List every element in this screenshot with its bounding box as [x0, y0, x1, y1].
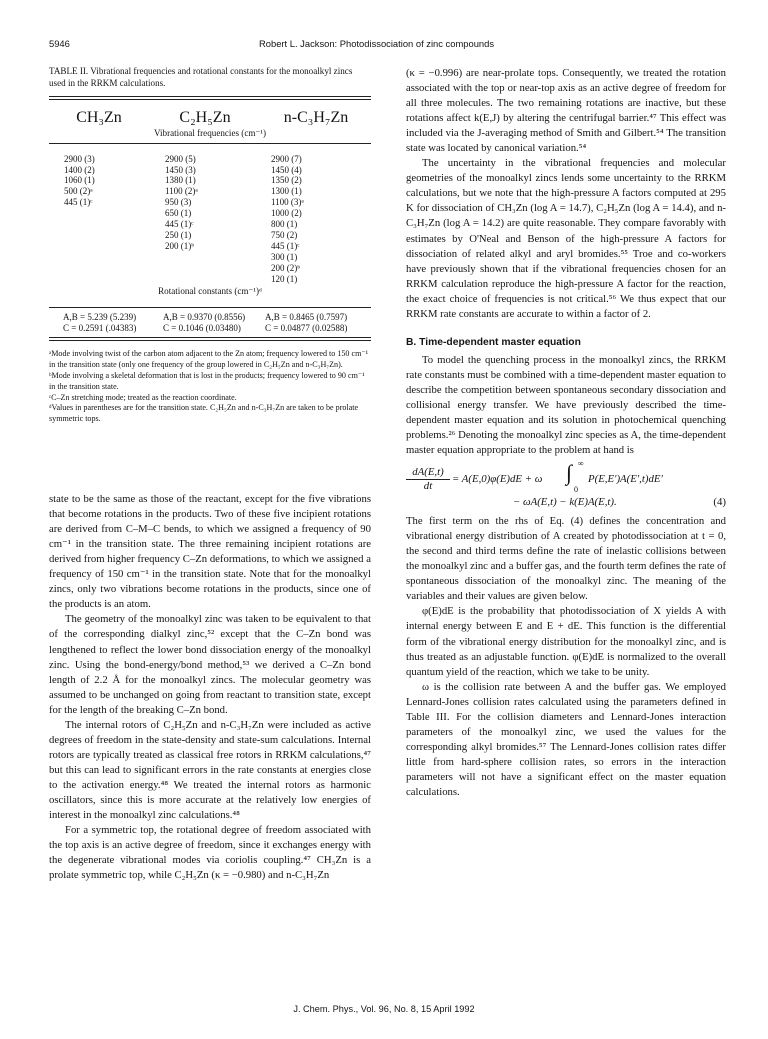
vib-cell: 1060 (1) [64, 175, 95, 186]
vib-cell: 1000 (2) [271, 208, 302, 219]
equation-rhs-1: = A(E,0)φ(E)dE + ω [452, 473, 543, 486]
paragraph: ω is the collision rate between A and the buffer gas. We employed Lennard-Jones collision rates calculated using the parameters defined in Table III. For the collision diameters and Lennard-Jones interaction parameters of the monoalkyl zinc, we used the values for the corresponding alkyl bromides.⁵⁷ The Lennard-Jones collision rates differ little from hard-sphere collision rates, so errors in the interaction parameters will not have a significant effect on the master equation calculations. [406, 680, 726, 798]
vib-cell: 2900 (5) [165, 153, 196, 164]
paragraph: (κ = −0.996) are near-prolate tops. Consequently, we treated the rotation associated with the top or near-top axis as an active degree of freedom for all three molecules. The two remaining rotations are inactive, but these rotations affect k(E,J) by altering the centrifugal barrier.⁴⁷ This effect was included via the J-averaging method of Smith and Gilbert.⁵⁴ The transition state was located by canonical variation.⁵⁴ [406, 67, 726, 155]
rot-cell: A,B = 0.9370 (0.8556) [163, 312, 246, 323]
vib-cell: 300 (1) [271, 251, 298, 262]
vib-cell: 445 (1)ᶜ [64, 197, 93, 208]
section-title: B. Time-dependent master equation [406, 336, 581, 348]
vib-col-ch3zn [49, 154, 149, 285]
vib-cell: 200 (1)ᵇ [165, 240, 195, 251]
table-caption: TABLE II. Vibrational frequencies and rotational constants for the monoalkyl zincs used in the RRKM calculations. [49, 66, 353, 88]
vib-cell: 200 (2)ᵇ [271, 262, 301, 273]
vib-cell: 950 (3) [165, 197, 192, 208]
vib-cell: 120 (1) [271, 273, 298, 284]
paragraph: The uncertainty in the vibrational frequencies and molecular geometries of the monoalkyl zincs lends some uncertainty to the RRKM calculations, but we note that the high-pressure A factors computed at 295 K for dissociation of CH₃Zn (log A = 14.7), C₂H₅Zn (log A = 14.4), and n-C₃H₇Zn (log A = 14.2) are quite reasonable. They compare favorably with estimates by O'Neal and Benson of the high-pressure A factors for dissociation of related alkyl and aryl bromides.⁵⁵ Troe and co-workers have previously shown that if the vibrational frequencies chosen for an RRKM calculation reproduce the high-pressure A factor for the reaction, the exact choice of frequencies is not critical.⁵⁶ We thus expect that our RRKM rate constants are accurate to within a factor of 2. [406, 157, 726, 320]
vib-cell: 1400 (2) [64, 164, 95, 175]
rot-cell: A,B = 0.8465 (0.7597) [265, 312, 348, 323]
vib-cell: 1450 (3) [165, 164, 196, 175]
col-header-c3h7zn: n-C₃H₇Zn [283, 108, 349, 126]
paragraph: The geometry of the monoalkyl zinc was taken to be equivalent to that of the corresponding dialkyl zinc,⁵² except that the C–Zn bond was lengthened to reflect the lower bond dissociation energy of the monoalkyl zinc. Using the bond-energy/bond method,⁵³ we derived a C–Zn bond length of 2.2 Å for the monoalkyl zincs. The molecular geometry was assumed to be unchanged on going from reactant to transition state, except for the length of the breaking C–Zn bond. [49, 613, 371, 716]
running-title: Robert L. Jackson: Photodissociation of zinc compounds [259, 38, 495, 49]
rot-cell: C = 0.04877 (0.02588) [265, 323, 348, 334]
rot-row-ab [49, 312, 371, 323]
left-column [49, 66, 371, 883]
paragraph: For a symmetric top, the rotational degree of freedom associated with the top axis is an active degree of freedom, since it exchanges energy with the degenerate vibrational modes via coriolis coupling.⁴⁷ CH₃Zn is a prolate symmetric top, while C₂H₅Zn (κ = −0.980) and n-C₃H₇Zn [49, 824, 371, 882]
running-header [0, 38, 768, 52]
footnote-c: ᶜC–Zn stretching mode; treated as the reaction coordinate. [49, 392, 237, 402]
rot-cell: A,B = 5.239 (5.239) [63, 312, 137, 323]
vib-cell: 250 (1) [165, 229, 192, 240]
table-header-rule [49, 143, 371, 144]
table-bottom-rule [49, 337, 371, 338]
equation-fraction [406, 466, 450, 492]
col-header-c2h5zn: C₂H₅Zn [179, 108, 231, 126]
vib-header: Vibrational frequencies (cm⁻¹) [153, 127, 266, 138]
vib-cell: 650 (1) [165, 208, 192, 219]
table-column-headers [49, 109, 371, 127]
footnote-b: ᵇMode involving a skeletal deformation that is lost in the products; frequency lowered to 90 cm⁻¹ in the transition state. [49, 371, 365, 391]
vib-cell: 1380 (1) [165, 175, 196, 186]
rot-cell: C = 0.2591 (.04383) [63, 323, 137, 334]
equation-4 [406, 459, 726, 512]
page-number: 5946 [49, 38, 70, 49]
paragraph: state to be the same as those of the reactant, except for the five vibrations that become rotations in the products. Two of these five incipient rotations are derived from C–M–C bends, to which we assigned a frequency of 90 cm⁻¹ in the transition state. The three remaining incipient rotations are derived from higher frequency C–Zn deformations, to which we assigned a frequency of 150 cm⁻¹ in the transition state. Note that for the monoalkyl zincs, only two vibrations become rotations in the products, since one of the products is an atom. [49, 493, 371, 611]
vib-cell: 445 (1)ᶜ [271, 240, 300, 251]
equation-denominator: dt [423, 480, 433, 493]
vib-cell: 800 (1) [271, 219, 298, 230]
equation-rhs-2: P(E,E′)A(E′,t)dE′ [588, 473, 663, 486]
paragraph: The first term on the rhs of Eq. (4) defines the concentration and vibrational energy distribution of A created by photodissociation at t = 0, the second and third terms define the rate of inelastic collisions between the monoalkyl zinc and a buffer gas, and the fourth term defines the rate of spontaneous dissociation of the monoalkyl zinc. The meaning of the variables and their values are given below. [406, 515, 727, 603]
table-footnotes [49, 349, 371, 425]
rot-header: Rotational constants (cm⁻¹)ᵈ [158, 286, 262, 297]
table-top-rule-2 [49, 99, 371, 100]
footnote-a: ᵃMode involving twist of the carbon atom adjacent to the Zn atom; frequency lowered to 150 cm⁻¹ in the transition state (only one frequency of the group lowered in C₂H₅Zn and n-C₃H₇Zn). [49, 349, 369, 370]
equation-numerator: dA(E,t) [406, 466, 450, 480]
vib-cell: 445 (1)ᶜ [165, 219, 194, 230]
paragraph: φ(E)dE is the probability that photodissociation of X yields A with internal energy between E and E + dE. This function is the differential form of the vibrational energy distribution for the monoalkyl zinc, and is thus treated as an adjustable function. φ(E)dE is normalized to the overall quantum yield of the reaction, which we take to be unity. [406, 605, 726, 678]
rot-row-c [49, 323, 371, 334]
vib-cell: 1100 (2)ᵃ [165, 186, 198, 197]
col-header-ch3zn: CH₃Zn [76, 108, 122, 126]
vib-frequency-grid [49, 154, 371, 285]
table-top-rule [49, 96, 371, 97]
vib-col-c3h7zn [261, 154, 371, 285]
journal-footer: J. Chem. Phys., Vol. 96, No. 8, 15 April 1992 [293, 1004, 475, 1014]
vib-cell: 2900 (3) [64, 153, 95, 164]
vib-cell: 1450 (4) [271, 164, 302, 175]
table-bottom-rule-2 [49, 340, 371, 341]
integral-sign-icon: ∫ [566, 460, 573, 486]
vib-cell: 750 (2) [271, 229, 298, 240]
integral-lower-limit: 0 [574, 485, 578, 495]
paragraph: To model the quenching process in the monoalkyl zincs, the RRKM rate constants must be combined with a time-dependent master equation to describe the competition between spontaneous secondary dissociation and collisional energy transfer. We have previously described the time-dependent master equation and its solution in photochemical quenching problems.²⁶ Denoting the monoalkyl zinc species as A, the time-dependent master equation appropriate to the problem at hand is [406, 353, 726, 457]
vib-cell: 1350 (2) [271, 175, 302, 186]
vib-cell: 2900 (7) [271, 153, 302, 164]
integral-upper-limit: ∞ [578, 459, 584, 469]
footnote-d: ᵈValues in parentheses are for the transition state. C₂H₅Zn and n-C₃H₇Zn are taken to be prolate symmetric tops. [49, 403, 359, 424]
vib-cell: 500 (2)ᵃ [64, 186, 93, 197]
vib-col-c2h5zn [149, 154, 261, 285]
vib-cell: 1300 (1) [271, 186, 302, 197]
paragraph: The internal rotors of C₂H₅Zn and n-C₃H₇Zn were included as active degrees of freedom in the state-density and state-sum calculations. Internal rotors are typically treated as classical free rotors in RRKM calculations,⁴⁷ but this can lead to significant errors in the rate constants at energies close to the activation energy.⁴⁸ We treated the internal rotors as harmonic oscillators, since this is more accurate at the relatively low energies of interest in the monoalkyl zinc calculations.⁴⁸ [49, 718, 371, 822]
vib-cell: 1100 (3)ᵃ [271, 197, 304, 208]
rot-cell: C = 0.1046 (0.03480) [163, 323, 241, 334]
equation-number: (4) [713, 496, 726, 509]
right-column [406, 66, 726, 800]
equation-line-2: − ωA(E,t) − k(E)A(E,t). [513, 496, 617, 509]
